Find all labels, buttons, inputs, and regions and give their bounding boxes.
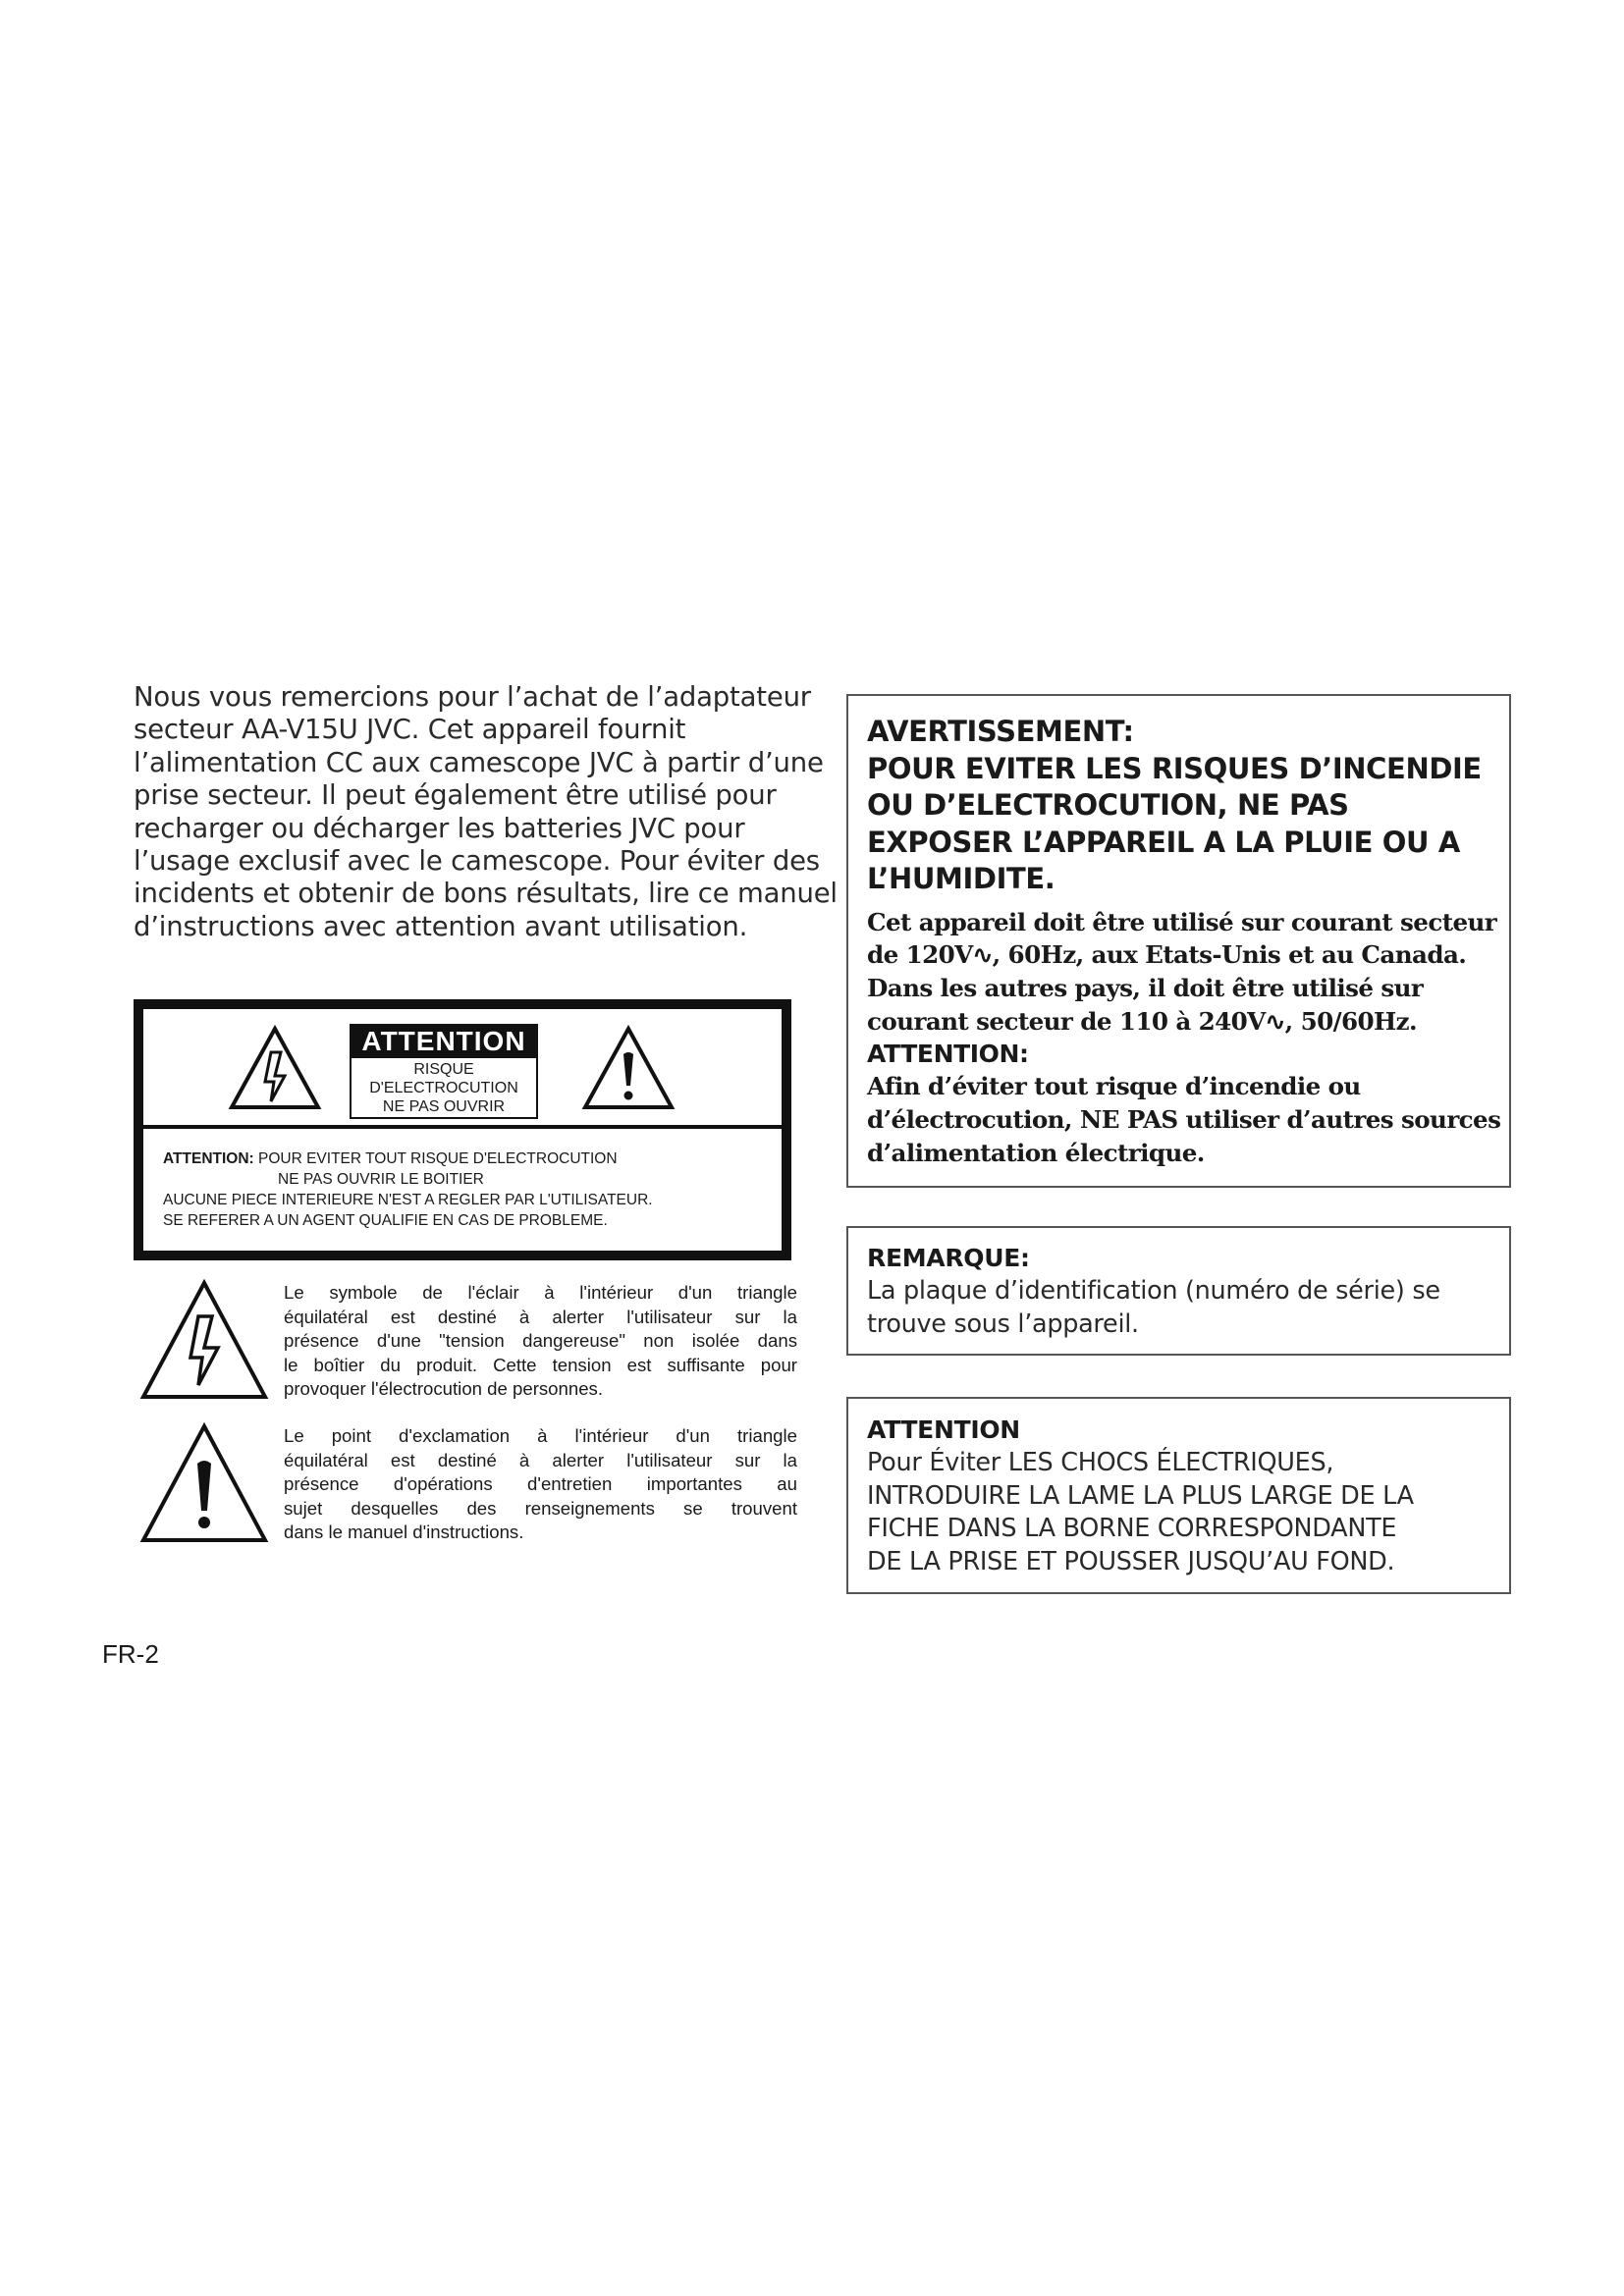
lightning-symbol-explanation (134, 1279, 801, 1407)
intro-line: l’alimentation CC aux camescope JVC à partir d’une (134, 746, 824, 778)
note-line: trouve sous l’appareil. (867, 1308, 1139, 1339)
warning-body-line: Cet appareil doit être utilisé sur courant secteur (867, 907, 1497, 936)
lightning-warning-icon (228, 1025, 322, 1111)
warning-heading (867, 714, 1509, 898)
warning-body-line: courant secteur de 110 à 240V∿, 50/60Hz. (867, 1006, 1417, 1036)
label-text-line: AUCUNE PIECE INTERIEURE N'EST A REGLER PAR L'UTILISATEUR. (163, 1192, 653, 1208)
note-heading: REMARQUE: (867, 1244, 1030, 1272)
warning-heading-line: POUR EVITER LES RISQUES D’INCENDIE (867, 751, 1482, 785)
caution-box (846, 1397, 1511, 1594)
description-line: équilatéral est destiné à alerter l'utilisateur sur la (284, 1449, 797, 1470)
label-header (143, 1009, 782, 1129)
note-box (846, 1226, 1511, 1356)
label-text-prefix: ATTENTION: (163, 1150, 254, 1167)
description-line: sujet desquelles des renseignements se trouvent (284, 1497, 797, 1519)
warning-heading-line: AVERTISSEMENT: (867, 715, 1134, 748)
intro-line: recharger ou décharger les batteries JVC pour (134, 812, 745, 844)
page-number: FR-2 (102, 1639, 159, 1669)
warning-body-line: Dans les autres pays, il doit être utilisé sur (867, 973, 1424, 1002)
description-line: le boîtier du produit. Cette tension est suffisante pour (284, 1354, 797, 1375)
attention-banner: ATTENTION (350, 1024, 538, 1058)
risk-line: NE PAS OUVRIR (382, 1098, 506, 1115)
warning-body (867, 906, 1509, 1039)
caution-line: DE LA PRISE ET POUSSER JUSQU’AU FOND. (867, 1546, 1395, 1576)
label-text-line: SE REFERER A UN AGENT QUALIFIE EN CAS DE PROBLEME. (163, 1212, 608, 1229)
intro-line: d’instructions avec attention avant utilisation. (134, 910, 748, 942)
caution-text (867, 1447, 1509, 1578)
exclamation-warning-icon (581, 1025, 676, 1111)
warning-heading-line: EXPOSER L’APPAREIL A LA PLUIE OU A (867, 825, 1460, 859)
warning-body-2 (867, 1070, 1509, 1169)
warning-heading-line: L’HUMIDITE. (867, 862, 1056, 895)
note-text (867, 1275, 1509, 1341)
intro-line: incidents et obtenir de bons résultats, lire ce manuel (134, 878, 838, 910)
exclamation-triangle-icon (139, 1422, 269, 1544)
risk-notice (350, 1058, 538, 1119)
attention-warning-label (134, 999, 791, 1260)
caution-heading: ATTENTION (867, 1415, 1020, 1444)
caution-line: Pour Éviter LES CHOCS ÉLECTRIQUES, (867, 1448, 1334, 1477)
warning-body-line: d’alimentation électrique. (867, 1138, 1205, 1167)
warning-body-line: Afin d’éviter tout risque d’incendie ou (867, 1072, 1361, 1101)
label-text-line: NE PAS OUVRIR LE BOITIER (278, 1171, 484, 1188)
intro-paragraph (134, 681, 838, 943)
label-text-line: POUR EVITER TOUT RISQUE D'ELECTROCUTION (253, 1150, 618, 1167)
description-line: équilatéral est destiné à alerter l'utilisateur sur la (284, 1306, 797, 1327)
description-line: présence d'une "tension dangereuse" non isolée dans (284, 1330, 797, 1352)
exclamation-description (284, 1424, 797, 1545)
intro-line: Nous vous remercions pour l’achat de l’adaptateur (134, 681, 811, 713)
intro-line: secteur AA-V15U JVC. Cet appareil fournit (134, 714, 686, 746)
description-line: Le symbole de l'éclair à l'intérieur d'un triangle (284, 1282, 797, 1303)
warning-body-line: de 120V∿, 60Hz, aux Etats-Unis et au Canada. (867, 940, 1467, 970)
label-center-block (350, 1024, 538, 1119)
note-line: La plaque d’identification (numéro de série) se (867, 1276, 1440, 1306)
caution-line: FICHE DANS LA BORNE CORRESPONDANTE (867, 1514, 1397, 1543)
intro-line: l’usage exclusif avec le camescope. Pour éviter des (134, 845, 820, 878)
description-line: présence d'opérations d'entretien importantes au (284, 1473, 797, 1495)
warning-sub-heading: ATTENTION: (867, 1040, 1029, 1069)
description-line: Le point d'exclamation à l'intérieur d'un triangle (284, 1425, 797, 1446)
label-text (163, 1148, 772, 1231)
description-line: dans le manuel d'instructions. (284, 1522, 524, 1543)
lightning-triangle-icon (139, 1279, 269, 1401)
exclamation-symbol-explanation (134, 1422, 801, 1550)
description-line: provoquer l'électrocution de personnes. (284, 1378, 604, 1400)
lightning-description (284, 1281, 797, 1402)
risk-line: RISQUE D'ELECTROCUTION (369, 1061, 518, 1096)
warning-heading-line: OU D’ELECTROCUTION, NE PAS (867, 788, 1349, 822)
warning-body-line: d’électrocution, NE PAS utiliser d’autres sources (867, 1105, 1501, 1135)
intro-line: prise secteur. Il peut également être utilisé pour (134, 779, 777, 812)
caution-line: INTRODUIRE LA LAME LA PLUS LARGE DE LA (867, 1480, 1414, 1511)
warning-box (846, 694, 1511, 1188)
